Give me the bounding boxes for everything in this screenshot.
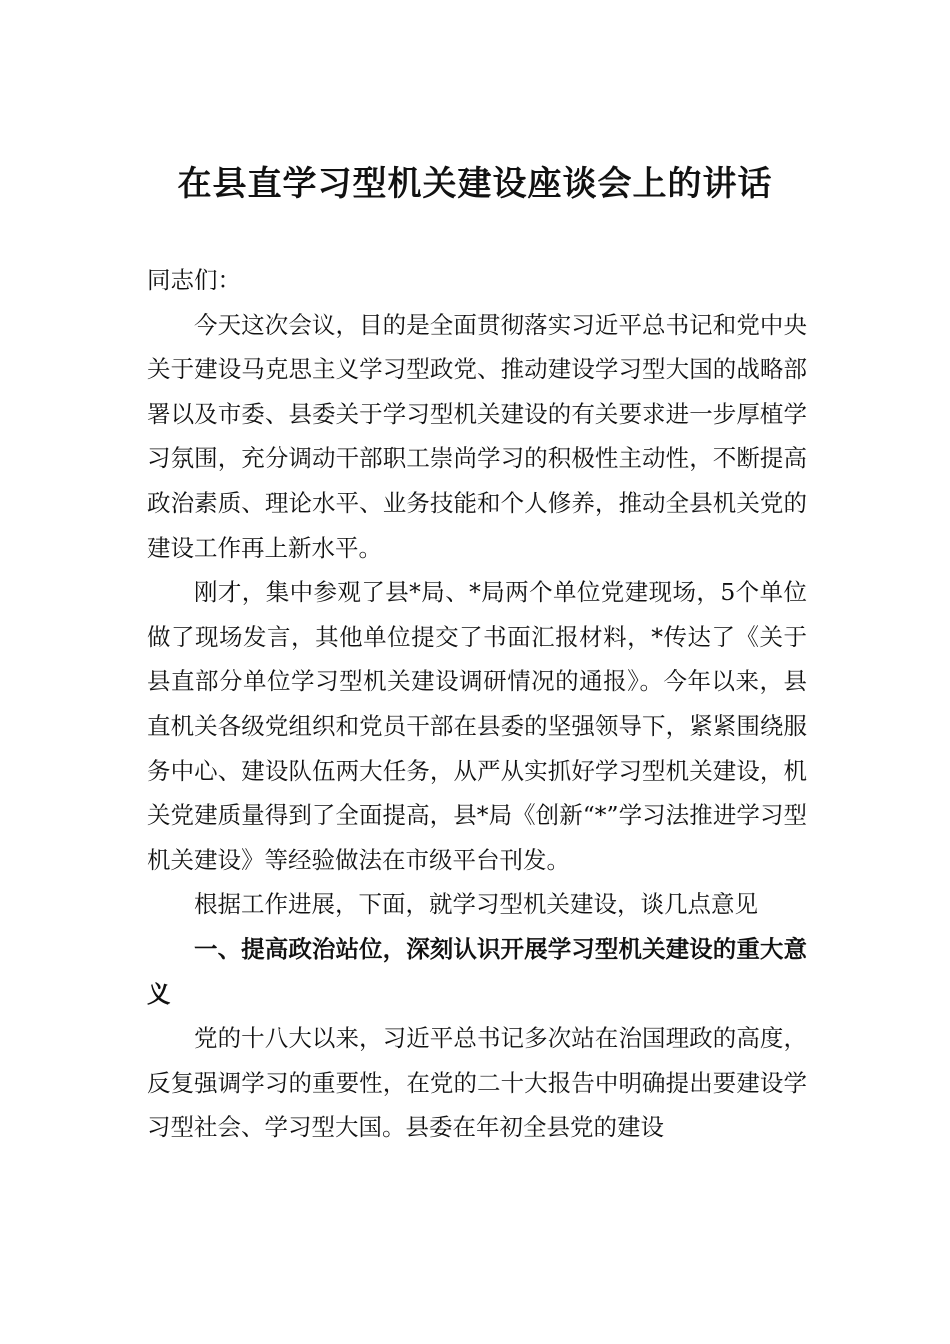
document-body (147, 258, 807, 1150)
paragraph-section-1: 党的十八大以来，习近平总书记多次站在治国理政的高度，反复强调学习的重要性，在党的二十大报告中明确提出要建设学习型社会、学习型大国。县委在年初全县党的建设 (147, 1024, 807, 1142)
salutation: 同志们： (147, 266, 241, 294)
document-title: 在县直学习型机关建设座谈会上的讲话 (177, 164, 773, 204)
paragraph-opening: 今天这次会议，目的是全面贯彻落实习近平总书记和党中央关于建设马克思主义学习型政党、推动建设学习型大国的战略部署以及市委、县委关于学习型机关建设的有关要求进一步厚植学习氛围，充分调动干部职工崇尚学习的积极性主动性，不断提高政治素质、理论水平、业务技能和个人修养，推动全县机关党的建设工作再上新水平。 (147, 310, 807, 562)
paragraph-transition: 根据工作进展，下面，就学习型机关建设，谈几点意见 (194, 890, 758, 919)
paragraph-review: 刚才，集中参观了县*局、*局两个单位党建现场，5个单位做了现场发言，其他单位提交了书面汇报材料，*传达了《关于县直部分单位学习型机关建设调研情况的通报》。今年以来，县直机关各级党组织和党员干部在县委的坚强领导下，紧紧围绕服务中心、建设队伍两大任务，从严从实抓好学习型机关建设，机关党建质量得到了全面提高，县*局《创新“*”学习法推进学习型机关建设》等经验做法在市级平台刊发。 (147, 578, 807, 874)
section-heading-1: 一、提高政治站位，深刻认识开展学习型机关建设的重大意义 (147, 934, 807, 1008)
